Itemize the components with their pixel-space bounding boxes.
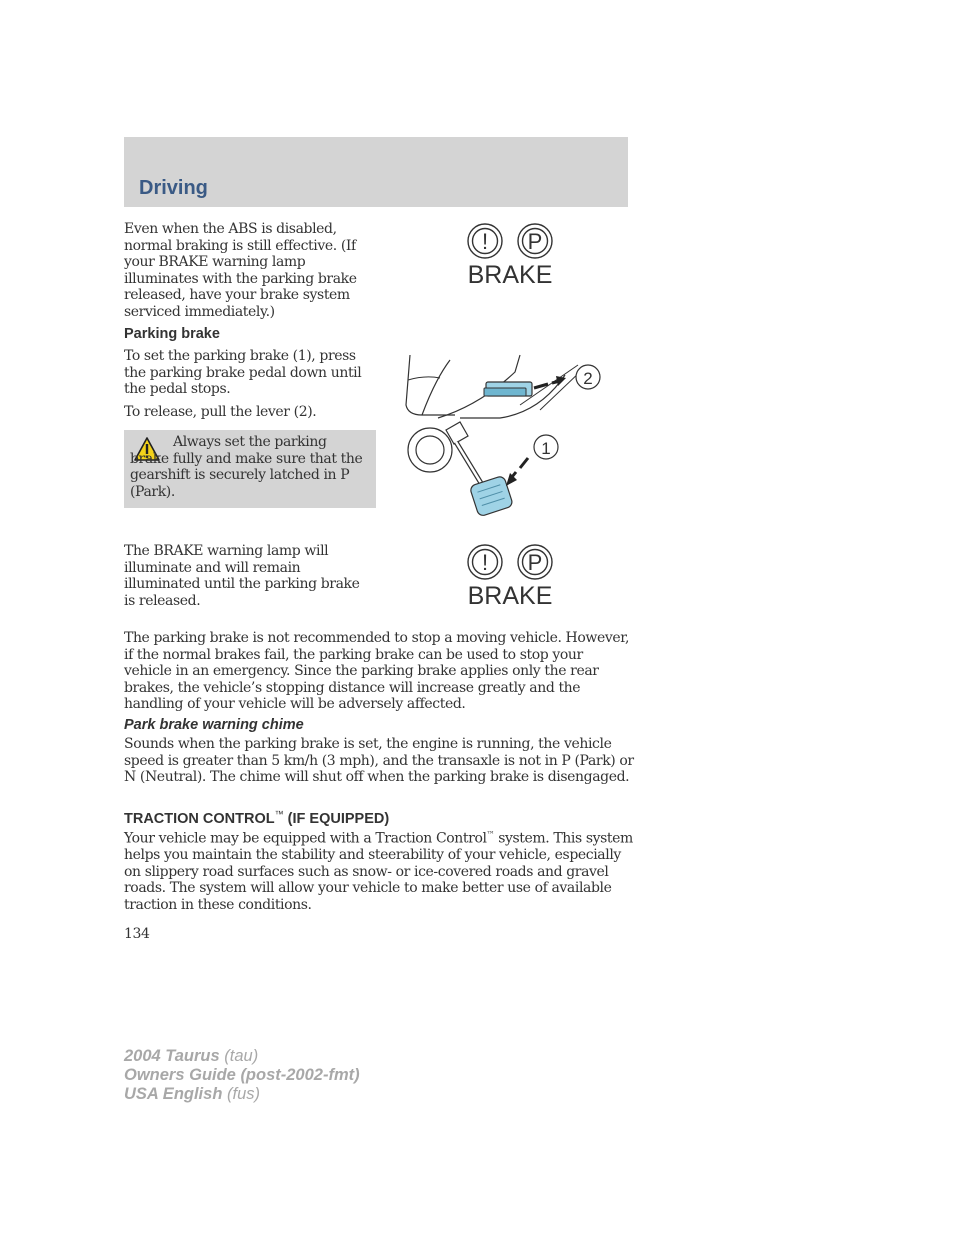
- traction-heading-main: TRACTION CONTROL: [124, 810, 275, 827]
- release-brake-paragraph: To release, pull the lever (2).: [124, 404, 317, 420]
- traction-paragraph-end: system. This system helps you maintain the stability and steerability of your vehicle, especially on slippery road surfaces such as snow- or ice-covered roads and gravel roads. The system will allow your vehicle to make better use of available traction in these conditions.: [124, 830, 633, 913]
- footer-model: 2004 Taurus: [124, 1047, 220, 1065]
- chime-heading: Park brake warning chime: [124, 717, 304, 733]
- brake-exclaim-text: !: [481, 550, 489, 575]
- abs-disabled-paragraph: Even when the ABS is disabled, normal braking is still effective. (If your BRAKE warning lamp illuminates with the parking brake released, have your brake system serviced immediately.): [124, 221, 357, 320]
- callout-1: 1: [541, 439, 551, 458]
- brake-park-text: P: [527, 229, 543, 254]
- brake-warning-symbol-icon: [462, 222, 562, 289]
- footer-model-code: (tau): [224, 1047, 259, 1065]
- trademark-symbol: ™: [486, 830, 495, 839]
- parking-brake-illustration: [400, 350, 593, 520]
- section-title: Driving: [139, 177, 208, 199]
- traction-control-heading: [124, 809, 389, 827]
- parking-brake-heading: Parking brake: [124, 326, 220, 342]
- brake-label-text: BRAKE: [467, 261, 553, 289]
- footer-guide: Owners Guide (post-2002-fmt): [124, 1066, 360, 1084]
- callout-2: 2: [583, 369, 593, 388]
- traction-paragraph-start: Your vehicle may be equipped with a Traction Control: [124, 830, 487, 847]
- not-recommended-paragraph: The parking brake is not recommended to stop a moving vehicle. However, if the normal brakes fail, the parking brake can be used to stop your vehicle in an emergency. Since the parking brake applies only the rear brakes, the vehicle’s stopping distance will increase greatly and the handling of your vehicle will be adversely affected.: [124, 630, 630, 712]
- page-number: 134: [124, 926, 150, 942]
- brake-label-text: BRAKE: [467, 582, 553, 610]
- footer-language: USA English: [124, 1085, 223, 1103]
- brake-lamp-paragraph: The BRAKE warning lamp will illuminate and will remain illuminated until the parking brake is released.: [124, 543, 360, 609]
- traction-heading-suffix: (IF EQUIPPED): [283, 810, 390, 827]
- set-brake-paragraph: To set the parking brake (1), press the parking brake pedal down until the pedal stops.: [124, 348, 362, 397]
- brake-exclaim-text: !: [481, 229, 489, 254]
- chime-paragraph: Sounds when the parking brake is set, the engine is running, the vehicle speed is greater than 5 km/h (3 mph), and the transaxle is not in P (Park) or N (Neutral). The chime will shut off when the parking brake is disengaged.: [124, 736, 634, 785]
- document-footer: [124, 1047, 360, 1104]
- footer-language-code: (fus): [227, 1085, 260, 1103]
- brake-warning-symbol-icon: [462, 543, 562, 610]
- brake-park-text: P: [527, 550, 543, 575]
- warning-box: [124, 430, 376, 508]
- traction-control-paragraph: [124, 827, 634, 913]
- trademark-symbol: ™: [274, 809, 284, 819]
- warning-text: Always set the parking brake fully and make sure that the gearshift is securely latched in P (Park).: [130, 434, 363, 500]
- section-header-band: [124, 137, 628, 207]
